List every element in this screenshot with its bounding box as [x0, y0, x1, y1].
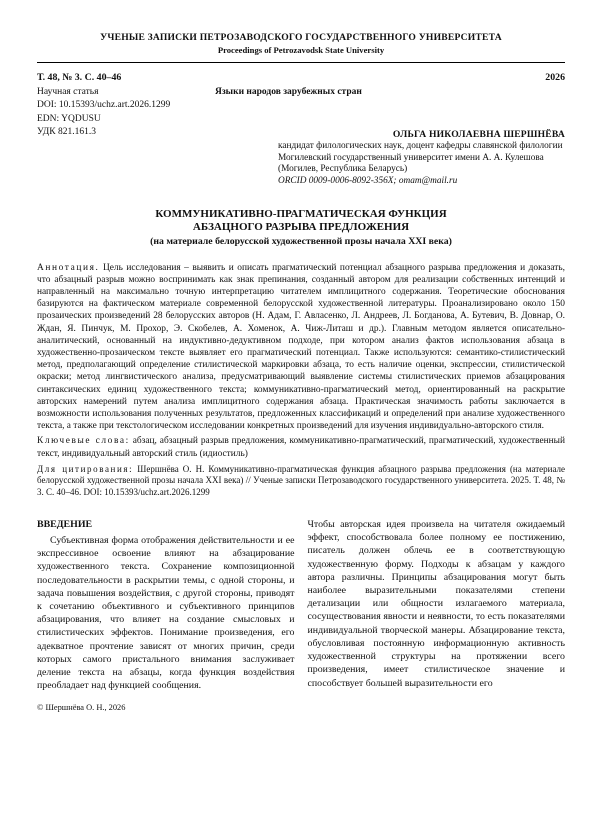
journal-header	[37, 32, 565, 83]
author-degree: кандидат филологических наук, доцент кафедры славянской филологии	[278, 141, 563, 152]
introduction-heading: ВВЕДЕНИЕ	[37, 519, 93, 531]
citation	[37, 464, 565, 498]
left-column	[37, 518, 295, 714]
right-column	[308, 518, 566, 714]
citation-label: Для цитирования:	[37, 463, 134, 474]
body-columns	[37, 518, 565, 714]
keywords-label: Ключевые слова:	[37, 436, 130, 447]
citation-text: Шершнёва О. Н. Коммуникативно-прагматическая функция абзацного разрыва предложения (на материале белорусской художественной прозы начала XXI века) // Ученые записки Петрозаводского государственного университета. 2025. Т. 48, № 3. С. 40–46. DOI: 10.15393/uchz.art.2026.1299	[37, 463, 566, 497]
volume-year-row	[37, 72, 565, 83]
author-location: (Могилев, Республика Беларусь)	[278, 164, 408, 175]
journal-title-ru: УЧЕНЫЕ ЗАПИСКИ ПЕТРОЗАВОДСКОГО ГОСУДАРСТВЕННОГО УНИВЕРСИТЕТА	[100, 32, 502, 43]
author-orcid-email: ORCID 0009-0006-8092-356X; omam@mail.ru	[278, 176, 458, 186]
introduction-paragraph-left: Субъективная форма отображения действительности и ее экспрессивное освоение влияют на абзацирование художественного текста. Сохранение композиционной последовательности в раскрытии темы, с одной стороны, и задача повышения воздействия, с другой стороны, приводят к сочетанию объективного и субъективного принципов абзацирования, что влияет на создание смысловых и стилистических эффектов. Понимание произведения, его адекватное прочтение зависят от многих причин, среди которых самого пристального внимания заслуживает деление текста на абзацы, когда функция воздействия преобладает над функцией сообщения.	[37, 535, 295, 692]
copyright-note: © Шершнёва О. Н., 2026	[37, 702, 126, 712]
journal-title-en: Proceedings of Petrozavodsk State University	[217, 45, 385, 55]
abstract-text: Цель исследования – выявить и описать прагматический потенциал абзацного разрыва предложения и доказать, что абзацный разрыв можно воспринимать как знак препинания, созданный автором для реализации собственных интенций и направленный на максимально точную интерпретацию читателем имплицитного содержания. Теоретические обоснования базируются на фактическом материале современной белорусской художественной литературы. Проанализировано около 150 прозаических произведений 28 белорусских авторов (Н. Адам, Г. Авласенко, Л. Андреев, Л. Богданова, А. Бутевич, В. Довнар, О. Ждан, Я. Пинчук, М. Прохор, Э. Скобелев, А. Хоменок, А. Чиж-Литаш и др.). Главным методом является описательно-аналитический, основанный на индуктивно-дедуктивном подходе, при котором анализ фактов использования абзаца в художественно-прозаическом тексте выявляет его прагматический потенциал. Также используются: семантико-стилистический метод, предполагающий определение стилистической маркировки абзаца, то есть наличие оценки, экспрессии, стилистической окраски; метод лингвистического анализа, предусматривающий выявление системы стилистических приемов абзацирования синтаксических единиц художественного текста; коммуникативно-прагматический метод, ориентированный на раскрытие авторских намерений путем анализа имплицитного содержания абзаца. Практическая значимость работы заключается в возможности использования полученных результатов, предложенных классификаций и определений при анализе художественного текста, а также при текстологическом исследовании конкретных произведений для изучения индивидуально-авторского стиля.	[37, 262, 565, 432]
journal-year: 2026	[545, 72, 565, 83]
article-title-line2: АБЗАЦНОГО РАЗРЫВА ПРЕДЛОЖЕНИЯ	[192, 220, 410, 233]
author-name: ОЛЬГА НИКОЛАЕВНА ШЕРШНЁВА	[392, 128, 565, 140]
article-title-line1: КОММУНИКАТИВНО-ПРАГМАТИЧЕСКАЯ ФУНКЦИЯ	[155, 207, 447, 220]
author-affiliation: Могилевский государственный университет имени А. А. Кулешова	[278, 152, 544, 163]
udc-line: УДК 821.161.3	[37, 127, 96, 138]
abstract	[37, 262, 565, 433]
abstract-label: Аннотация.	[37, 262, 100, 273]
article-title	[37, 208, 565, 248]
article-meta	[37, 86, 565, 140]
article-type-row	[37, 86, 565, 99]
edn-line: EDN: YQDUSU	[37, 113, 101, 124]
introduction-paragraph-right: Чтобы авторская идея произвела на читателя ожидаемый эффект, способствовала более полному ее постижению, писатель должен облечь ее в соответствующую художественную форму. Подходы к абзацам у каждого автора различны. Принципы абзацирования могут быть наиболее выразительными показателями степени детализации или общности излагаемого материала, сосуществования явности и неявности, то есть показателями индивидуальной творческой манеры. Абзацирование текста, обусловливая постоянную информационную активность художественной структуры на протяжении всего произведения, имеет стилистическое значение и способствует большей выразительности его	[307, 519, 565, 689]
volume-info: Т. 48, № 3. С. 40–46	[37, 72, 122, 83]
doi-line: DOI: 10.15393/uchz.art.2026.1299	[37, 100, 171, 111]
journal-section: Языки народов зарубежных стран	[215, 87, 362, 97]
keywords-text: абзац, абзацный разрыв предложения, коммуникативно-прагматический, прагматический, художественный текст, индивидуальный авторский стиль (идиостиль)	[37, 436, 565, 459]
article-type: Научная статья	[37, 87, 99, 97]
keywords	[37, 435, 565, 459]
header-divider	[37, 62, 565, 63]
article-title-subtitle: (на материале белорусской художественной прозы начала XXI века)	[150, 235, 452, 247]
